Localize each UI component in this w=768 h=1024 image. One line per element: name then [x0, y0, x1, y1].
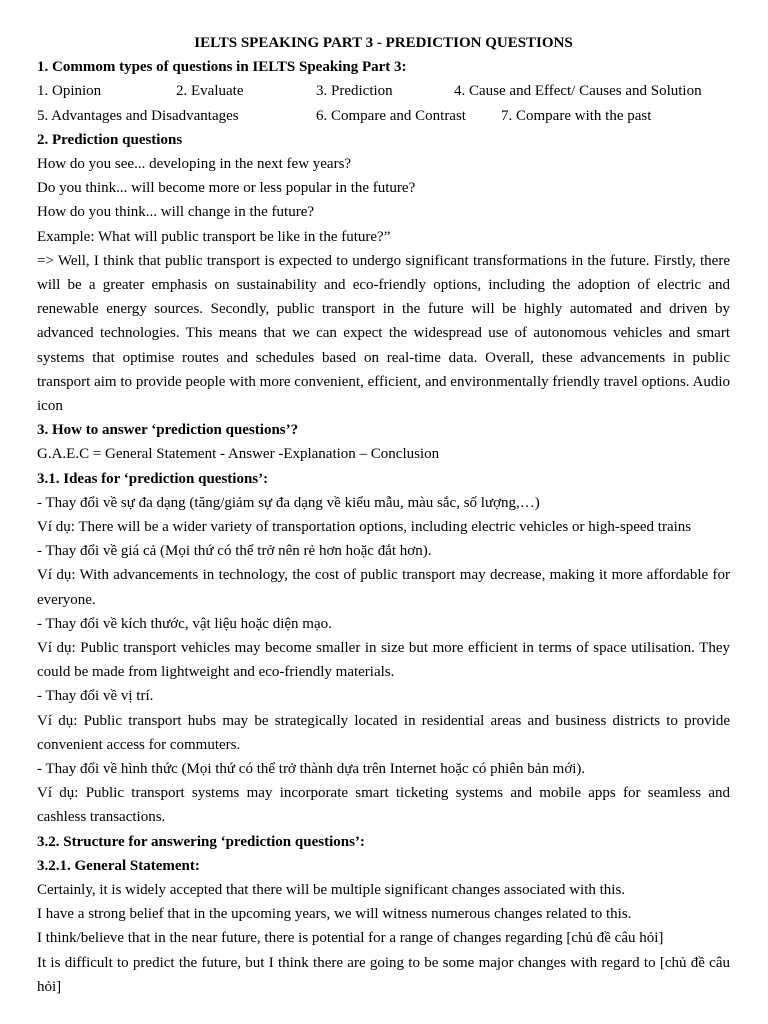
example-size-material: Ví dụ: Public transport vehicles may become smaller in size but more efficient in terms of space utilisation. They could be made from lightweight and eco-friendly materials.	[37, 640, 730, 681]
prediction-question-1: How do you see... developing in the next few years?	[37, 155, 352, 172]
example-question: Example: What will public transport be like in the future?”	[37, 228, 391, 245]
example-location: Ví dụ: Public transport hubs may be strategically located in residential areas and business districts to provide convenient access for commuters.	[37, 712, 730, 753]
idea-price: - Thay đổi về giá cả (Mọi thứ có thể trở nên rẻ hơn hoặc đắt hơn).	[37, 543, 432, 560]
example-variety: Ví dụ: There will be a wider variety of transportation options, including electric vehicles or high-speed trains	[37, 519, 692, 536]
idea-form: - Thay đổi về hình thức (Mọi thứ có thể trở thành dựa trên Internet hoặc có phiên bản mới).	[37, 761, 586, 778]
prediction-question-3: How do you think... will change in the future?	[37, 204, 315, 221]
example-price: Ví dụ: With advancements in technology, the cost of public transport may decrease, making it more affordable for everyone.	[37, 567, 730, 608]
idea-location: - Thay đổi về vị trí.	[37, 688, 154, 705]
section-1-heading: 1. Commom types of questions in IELTS Speaking Part 3:	[37, 59, 407, 76]
general-statement-4: It is difficult to predict the future, but I think there are going to be some major changes with regard to [chủ đề câu hỏi]	[37, 954, 730, 995]
section-3-heading: 3. How to answer ‘prediction questions’?	[37, 422, 299, 439]
general-statement-2: I have a strong belief that in the upcoming years, we will witness numerous changes related to this.	[37, 906, 632, 923]
example-form: Ví dụ: Public transport systems may incorporate smart ticketing systems and mobile apps for seamless and cashless transactions.	[37, 785, 730, 826]
question-type-compare-contrast: 6. Compare and Contrast	[316, 107, 466, 124]
section-3-2-heading: 3.2. Structure for answering ‘prediction questions’:	[37, 833, 365, 850]
section-3-1-heading: 3.1. Ideas for ‘prediction questions’:	[37, 470, 269, 487]
prediction-question-2: Do you think... will become more or less popular in the future?	[37, 180, 416, 197]
general-statement-1: Certainly, it is widely accepted that there will be multiple significant changes associated with this.	[37, 882, 626, 899]
idea-size-material: - Thay đổi về kích thước, vật liệu hoặc diện mạo.	[37, 615, 332, 632]
idea-variety: - Thay đổi về sự đa dạng (tăng/giảm sự đa dạng về kiểu mẫu, màu sắc, số lượng,…)	[37, 494, 540, 511]
question-types-row-2	[37, 104, 730, 128]
question-type-advantages: 5. Advantages and Disadvantages	[37, 107, 239, 124]
question-type-opinion: 1. Opinion	[37, 83, 102, 100]
question-type-compare-past: 7. Compare with the past	[501, 107, 652, 124]
general-statement-3: I think/believe that in the near future, there is potential for a range of changes regarding [chủ đề câu hỏi]	[37, 930, 664, 947]
question-types-row-1	[37, 79, 730, 103]
question-type-evaluate: 2. Evaluate	[176, 83, 244, 100]
section-2-heading: 2. Prediction questions	[37, 131, 183, 148]
gaec-formula: G.A.E.C = General Statement - Answer -Explanation – Conclusion	[37, 446, 440, 463]
example-answer: => Well, I think that public transport is expected to undergo significant transformations in the future. Firstly, there will be a greater emphasis on sustainability and eco-friendly options, including the adoption of electric and renewable energy sources. Secondly, public transport in the future will be highly automated and driven by advanced technologies. This means that we can expect the widespread use of autonomous vehicles and smart systems that optimise routes and schedules based on real-time data. Overall, these advancements in public transport aim to provide people with more convenient, efficient, and environmentally friendly travel options. Audio icon	[37, 252, 730, 415]
section-3-2-1-heading: 3.2.1. General Statement:	[37, 857, 200, 874]
question-type-cause-effect: 4. Cause and Effect/ Causes and Solution	[454, 83, 702, 100]
page-title: IELTS SPEAKING PART 3 - PREDICTION QUESTIONS	[194, 35, 573, 51]
question-type-prediction: 3. Prediction	[316, 83, 393, 100]
